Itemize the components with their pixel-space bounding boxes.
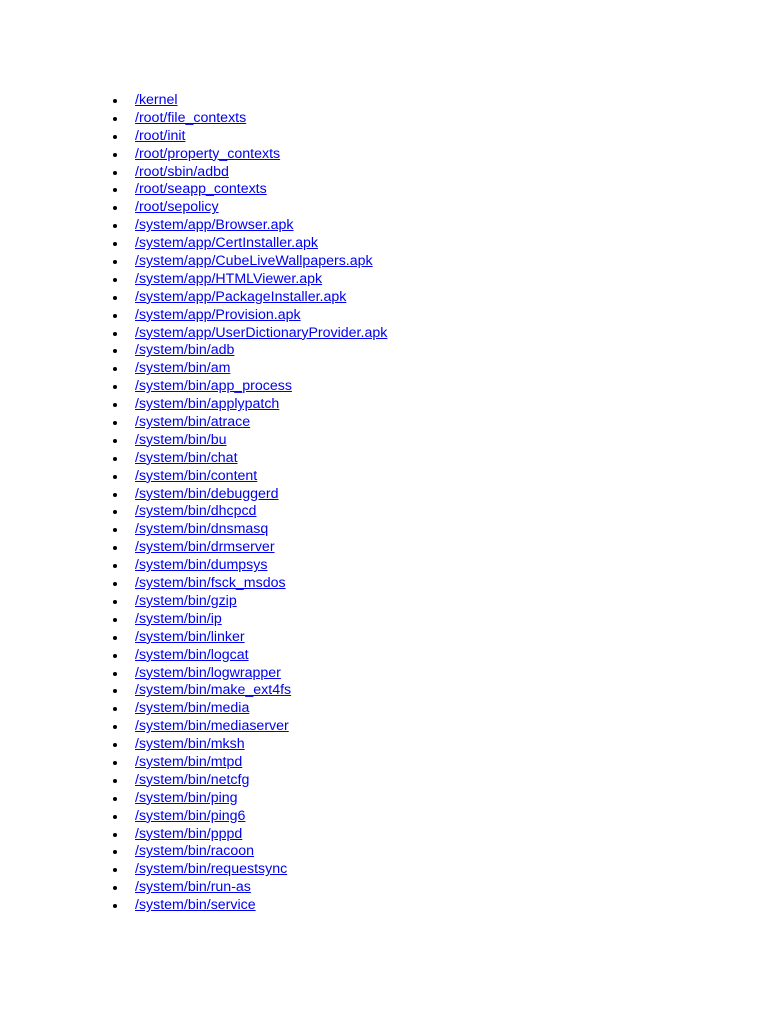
bullet-icon (113, 833, 117, 837)
list-item (110, 503, 387, 521)
file-link[interactable]: /root/seapp_contexts (135, 181, 267, 198)
list-item (110, 808, 387, 826)
list-item (110, 682, 387, 700)
bullet-icon (113, 886, 117, 890)
list-item (110, 718, 387, 736)
file-link[interactable]: /system/bin/make_ext4fs (135, 682, 292, 699)
list-item (110, 700, 387, 718)
bullet-icon (113, 349, 117, 353)
file-link[interactable]: /system/bin/service (135, 897, 256, 914)
list-item (110, 611, 387, 629)
list-item (110, 199, 387, 217)
list-item (110, 736, 387, 754)
file-link[interactable]: /system/bin/mtpd (135, 753, 243, 770)
list-item (110, 879, 387, 897)
bullet-icon (113, 117, 117, 121)
file-link[interactable]: /system/bin/adb (135, 342, 235, 359)
bullet-icon (113, 439, 117, 443)
list-item (110, 289, 387, 307)
file-link[interactable]: /system/bin/mksh (135, 736, 245, 753)
bullet-icon (113, 761, 117, 765)
bullet-icon (113, 510, 117, 514)
file-link[interactable]: /system/bin/mediaserver (135, 718, 289, 735)
bullet-icon (113, 904, 117, 908)
list-item (110, 575, 387, 593)
list-item (110, 468, 387, 486)
bullet-icon (113, 385, 117, 389)
bullet-icon (113, 224, 117, 228)
file-link[interactable]: /system/app/CubeLiveWallpapers.apk (135, 253, 373, 270)
list-item (110, 128, 387, 146)
list-item (110, 271, 387, 289)
file-link[interactable]: /root/property_contexts (135, 145, 281, 162)
bullet-icon (113, 725, 117, 729)
list-item (110, 450, 387, 468)
bullet-icon (113, 296, 117, 300)
file-link[interactable]: /system/bin/dumpsys (135, 557, 268, 574)
bullet-icon (113, 367, 117, 371)
list-item (110, 253, 387, 271)
file-link[interactable]: /system/bin/app_process (135, 378, 292, 395)
file-link[interactable]: /system/bin/debuggerd (135, 485, 279, 502)
bullet-icon (113, 403, 117, 407)
list-item (110, 486, 387, 504)
bullet-icon (113, 636, 117, 640)
bullet-icon (113, 314, 117, 318)
bullet-icon (113, 171, 117, 175)
file-link-list (110, 92, 387, 915)
bullet-icon (113, 797, 117, 801)
list-item (110, 790, 387, 808)
file-link[interactable]: /system/bin/dhcpcd (135, 503, 257, 520)
bullet-icon (113, 153, 117, 157)
file-link[interactable]: /system/app/PackageInstaller.apk (135, 288, 347, 305)
file-link[interactable]: /system/bin/fsck_msdos (135, 575, 286, 592)
list-item (110, 521, 387, 539)
file-link[interactable]: /system/bin/dnsmasq (135, 521, 269, 538)
bullet-icon (113, 493, 117, 497)
list-item (110, 307, 387, 325)
bullet-icon (113, 689, 117, 693)
bullet-icon (113, 743, 117, 747)
list-item (110, 897, 387, 915)
bullet-icon (113, 242, 117, 246)
bullet-icon (113, 546, 117, 550)
list-item (110, 164, 387, 182)
file-link[interactable]: /system/bin/netcfg (135, 771, 250, 788)
list-item (110, 396, 387, 414)
file-link[interactable]: /system/bin/am (135, 360, 231, 377)
list-item (110, 378, 387, 396)
list-item (110, 557, 387, 575)
bullet-icon (113, 528, 117, 532)
list-item (110, 110, 387, 128)
file-link[interactable]: /system/bin/chat (135, 449, 238, 466)
file-link[interactable]: /system/bin/racoon (135, 843, 255, 860)
file-link[interactable]: /root/init (135, 127, 186, 144)
bullet-icon (113, 707, 117, 711)
file-link[interactable]: /system/bin/content (135, 467, 258, 484)
list-item (110, 826, 387, 844)
file-link[interactable]: /root/sepolicy (135, 199, 219, 216)
bullet-icon (113, 600, 117, 604)
bullet-icon (113, 850, 117, 854)
file-link[interactable]: /root/file_contexts (135, 109, 247, 126)
bullet-icon (113, 206, 117, 210)
list-item (110, 92, 387, 110)
bullet-icon (113, 421, 117, 425)
list-item (110, 181, 387, 199)
bullet-icon (113, 99, 117, 103)
file-link[interactable]: /system/bin/atrace (135, 414, 251, 431)
list-item (110, 861, 387, 879)
file-link[interactable]: /system/bin/media (135, 700, 250, 717)
bullet-icon (113, 654, 117, 658)
bullet-icon (113, 278, 117, 282)
list-item (110, 146, 387, 164)
list-item (110, 665, 387, 683)
file-link[interactable]: /system/bin/logcat (135, 646, 249, 663)
list-item (110, 360, 387, 378)
list-item (110, 432, 387, 450)
list-item (110, 593, 387, 611)
list-item (110, 647, 387, 665)
list-item (110, 629, 387, 647)
file-link[interactable]: /system/bin/drmserver (135, 539, 275, 556)
file-link[interactable]: /root/sbin/adbd (135, 163, 229, 180)
bullet-icon (113, 582, 117, 586)
list-item (110, 539, 387, 557)
list-item (110, 235, 387, 253)
bullet-icon (113, 868, 117, 872)
list-item (110, 325, 387, 343)
bullet-icon (113, 564, 117, 568)
bullet-icon (113, 457, 117, 461)
file-link[interactable]: /system/bin/applypatch (135, 396, 280, 413)
file-link[interactable]: /system/bin/pppd (135, 825, 243, 842)
file-link[interactable]: /kernel (135, 92, 178, 108)
file-link[interactable]: /system/bin/ping (135, 789, 238, 806)
list-item (110, 754, 387, 772)
bullet-icon (113, 779, 117, 783)
bullet-icon (113, 672, 117, 676)
file-link[interactable]: /system/bin/ip (135, 610, 222, 627)
list-item (110, 414, 387, 432)
bullet-icon (113, 815, 117, 819)
file-link[interactable]: /system/bin/requestsync (135, 861, 288, 878)
file-link[interactable]: /system/app/CertInstaller.apk (135, 235, 318, 252)
bullet-icon (113, 188, 117, 192)
bullet-icon (113, 260, 117, 264)
file-link[interactable]: /system/bin/ping6 (135, 807, 246, 824)
file-link[interactable]: /system/bin/run-as (135, 879, 251, 896)
list-item (110, 342, 387, 360)
bullet-icon (113, 135, 117, 139)
list-item (110, 217, 387, 235)
file-link[interactable]: /system/app/Browser.apk (135, 217, 294, 234)
list-item (110, 843, 387, 861)
file-link[interactable]: /system/bin/logwrapper (135, 664, 281, 681)
list-item (110, 772, 387, 790)
file-link[interactable]: /system/bin/linker (135, 628, 245, 645)
file-link[interactable]: /system/app/UserDictionaryProvider.apk (135, 324, 388, 341)
bullet-icon (113, 475, 117, 479)
file-link[interactable]: /system/bin/bu (135, 431, 227, 448)
bullet-icon (113, 332, 117, 336)
file-link[interactable]: /system/app/Provision.apk (135, 306, 301, 323)
bullet-icon (113, 618, 117, 622)
file-link[interactable]: /system/bin/gzip (135, 592, 237, 609)
file-link[interactable]: /system/app/HTMLViewer.apk (135, 270, 323, 287)
